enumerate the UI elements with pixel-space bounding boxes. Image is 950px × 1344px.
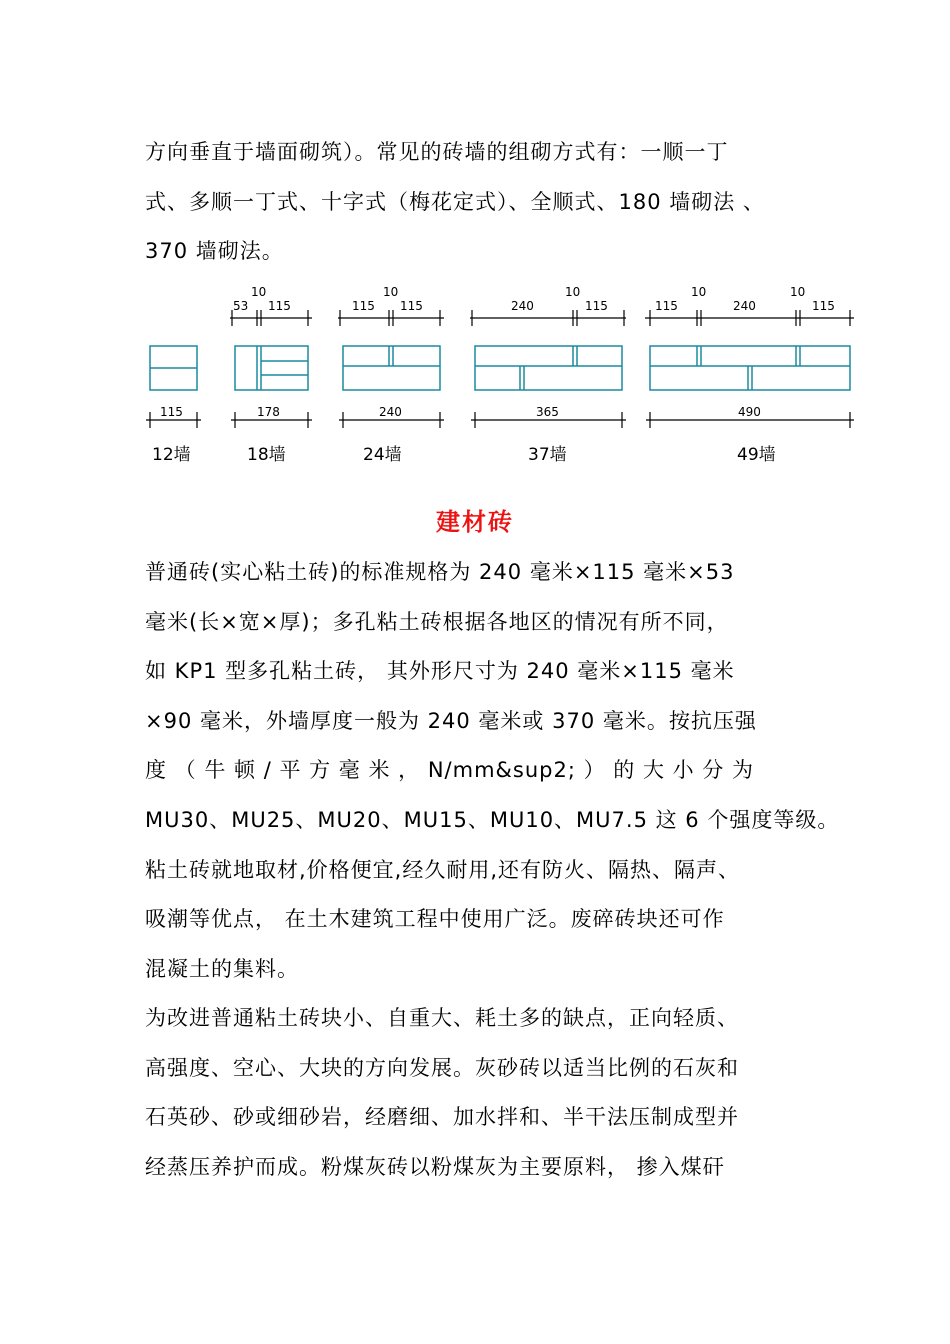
text-line: 高强度、空心、大块的方向发展。灰砂砖以适当比例的石灰和 xyxy=(145,1055,739,1080)
dim-label: 240 xyxy=(733,299,756,313)
text-line: 370 墙砌法。 xyxy=(145,239,284,264)
wall-label: 37墙 xyxy=(528,445,567,465)
text-line: 式、多顺一丁式、十字式（梅花定式）、全顺式、180 墙砌法 、 xyxy=(145,189,765,214)
wall-label: 49墙 xyxy=(737,445,776,465)
wall-24-outline xyxy=(343,346,440,390)
dim-label: 115 xyxy=(268,299,291,313)
section-title: 建材砖 xyxy=(436,508,514,536)
text-line: 石英砂、砂或细砂岩，经磨细、加水拌和、半干法压制成型并 xyxy=(145,1105,739,1130)
dim-label: 240 xyxy=(511,299,534,313)
dim-label: 115 xyxy=(812,299,835,313)
brick-drawings xyxy=(150,346,850,390)
text-line: ×90 毫米，外墙厚度一般为 240 毫米或 370 毫米。按抗压强 xyxy=(145,708,757,733)
text-line: 吸潮等优点， 在土木建筑工程中使用广泛。废碎砖块还可作 xyxy=(145,907,725,932)
width-label: 490 xyxy=(738,405,761,419)
dim-label: 10 xyxy=(691,285,707,299)
text-line: 度 （ 牛 顿 / 平 方 毫 米 ， N/mm&sup2; ） 的 大 小 分 为 xyxy=(145,758,754,783)
dim-label: 53 xyxy=(233,299,249,313)
body-paragraph-2 xyxy=(145,994,810,1192)
text-line: 如 KP1 型多孔粘土砖， 其外形尺寸为 240 毫米×115 毫米 xyxy=(145,659,735,684)
width-label: 115 xyxy=(160,405,183,419)
dim-label: 10 xyxy=(790,285,806,299)
body-paragraph-1 xyxy=(145,548,840,994)
text-line: 方向垂直于墙面砌筑）。常见的砖墙的组砌方式有：一顺一丁 xyxy=(145,140,729,164)
brick-diagram-svg xyxy=(140,280,860,470)
dim-label: 10 xyxy=(565,285,581,299)
dim-label: 115 xyxy=(655,299,678,313)
brick-wall-diagram xyxy=(140,280,860,470)
wall-labels xyxy=(152,445,776,465)
dim-label: 115 xyxy=(585,299,608,313)
wall-label: 12墙 xyxy=(152,445,191,465)
wall-label: 24墙 xyxy=(363,445,402,465)
dim-label: 115 xyxy=(352,299,375,313)
width-label: 365 xyxy=(536,405,559,419)
intro-paragraph xyxy=(145,128,810,277)
wall-49-outline xyxy=(650,346,850,390)
wall-37-outline xyxy=(475,346,622,390)
text-line: 毫米(长×宽×厚)；多孔粘土砖根据各地区的情况有所不同， xyxy=(145,609,729,634)
width-label: 240 xyxy=(379,405,402,419)
dim-label: 10 xyxy=(251,285,267,299)
text-line: 普通砖(实心粘土砖)的标准规格为 240 毫米×115 毫米×53 xyxy=(145,560,735,584)
text-line: 经蒸压养护而成。粉煤灰砖以粉煤灰为主要原料， 掺入煤矸 xyxy=(145,1154,725,1179)
text-line: 粘土砖就地取材,价格便宜,经久耐用,还有防火、隔热、隔声、 xyxy=(145,857,741,882)
dim-label: 115 xyxy=(400,299,423,313)
text-line: 为改进普通粘土砖块小、自重大、耗土多的缺点，正向轻质、 xyxy=(145,1006,739,1030)
dim-label: 10 xyxy=(383,285,399,299)
wall-label: 18墙 xyxy=(247,445,286,465)
text-line: 混凝土的集料。 xyxy=(145,956,299,981)
width-label: 178 xyxy=(257,405,280,419)
wall-18-outline xyxy=(235,346,308,390)
text-line: MU30、MU25、MU20、MU15、MU10、MU7.5 这 6 个强度等级。 xyxy=(145,807,840,832)
